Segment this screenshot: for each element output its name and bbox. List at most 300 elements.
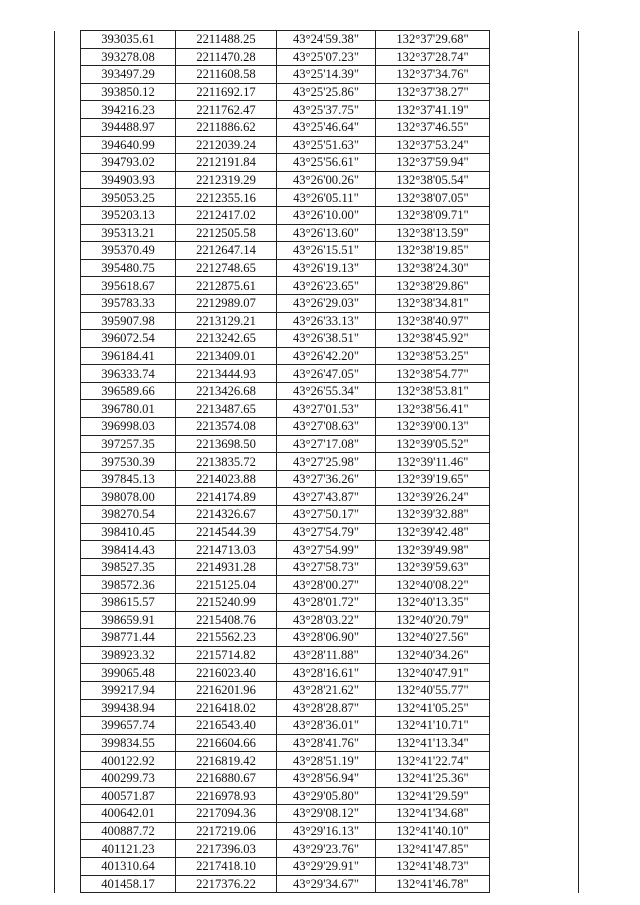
table-row bbox=[55, 594, 579, 612]
y-coordinate-cell: 2211608.58 bbox=[176, 66, 277, 84]
longitude-cell: 132°39'00.13" bbox=[376, 418, 490, 436]
blank-left-cell bbox=[55, 857, 81, 875]
x-coordinate-cell: 398615.57 bbox=[81, 594, 176, 612]
latitude-cell: 43°26'29.03" bbox=[277, 294, 376, 312]
coordinates-table bbox=[54, 30, 579, 893]
table-row bbox=[55, 66, 579, 84]
longitude-cell: 132°41'47.85" bbox=[376, 840, 490, 858]
blank-left-cell bbox=[55, 31, 81, 49]
table-row bbox=[55, 506, 579, 524]
blank-left-cell bbox=[55, 453, 81, 471]
x-coordinate-cell: 401121.23 bbox=[81, 840, 176, 858]
blank-left-cell bbox=[55, 840, 81, 858]
y-coordinate-cell: 2213409.01 bbox=[176, 347, 277, 365]
table-row bbox=[55, 822, 579, 840]
table-row bbox=[55, 664, 579, 682]
latitude-cell: 43°27'25.98" bbox=[277, 453, 376, 471]
table-row bbox=[55, 576, 579, 594]
longitude-cell: 132°39'32.88" bbox=[376, 506, 490, 524]
blank-right-cell bbox=[490, 681, 579, 699]
y-coordinate-cell: 2216418.02 bbox=[176, 699, 277, 717]
blank-left-cell bbox=[55, 822, 81, 840]
longitude-cell: 132°38'53.81" bbox=[376, 382, 490, 400]
y-coordinate-cell: 2216978.93 bbox=[176, 787, 277, 805]
latitude-cell: 43°27'43.87" bbox=[277, 488, 376, 506]
y-coordinate-cell: 2214023.88 bbox=[176, 470, 277, 488]
y-coordinate-cell: 2215562.23 bbox=[176, 629, 277, 647]
x-coordinate-cell: 395203.13 bbox=[81, 206, 176, 224]
y-coordinate-cell: 2212875.61 bbox=[176, 277, 277, 295]
x-coordinate-cell: 395370.49 bbox=[81, 242, 176, 260]
blank-right-cell bbox=[490, 136, 579, 154]
table-row bbox=[55, 470, 579, 488]
latitude-cell: 43°26'42.20" bbox=[277, 347, 376, 365]
latitude-cell: 43°28'21.62" bbox=[277, 681, 376, 699]
y-coordinate-cell: 2211692.17 bbox=[176, 83, 277, 101]
table-row bbox=[55, 699, 579, 717]
blank-right-cell bbox=[490, 171, 579, 189]
longitude-cell: 132°41'40.10" bbox=[376, 822, 490, 840]
x-coordinate-cell: 400887.72 bbox=[81, 822, 176, 840]
blank-left-cell bbox=[55, 189, 81, 207]
latitude-cell: 43°27'08.63" bbox=[277, 418, 376, 436]
latitude-cell: 43°27'54.79" bbox=[277, 523, 376, 541]
x-coordinate-cell: 394640.99 bbox=[81, 136, 176, 154]
blank-left-cell bbox=[55, 154, 81, 172]
longitude-cell: 132°37'34.76" bbox=[376, 66, 490, 84]
longitude-cell: 132°38'45.92" bbox=[376, 330, 490, 348]
blank-left-cell bbox=[55, 787, 81, 805]
x-coordinate-cell: 399438.94 bbox=[81, 699, 176, 717]
y-coordinate-cell: 2213129.21 bbox=[176, 312, 277, 330]
longitude-cell: 132°41'46.78" bbox=[376, 875, 490, 893]
y-coordinate-cell: 2212989.07 bbox=[176, 294, 277, 312]
x-coordinate-cell: 398078.00 bbox=[81, 488, 176, 506]
y-coordinate-cell: 2212319.29 bbox=[176, 171, 277, 189]
blank-left-cell bbox=[55, 224, 81, 242]
longitude-cell: 132°37'29.68" bbox=[376, 31, 490, 49]
latitude-cell: 43°28'00.27" bbox=[277, 576, 376, 594]
longitude-cell: 132°41'05.25" bbox=[376, 699, 490, 717]
table-row bbox=[55, 523, 579, 541]
blank-left-cell bbox=[55, 594, 81, 612]
table-row bbox=[55, 347, 579, 365]
latitude-cell: 43°28'51.19" bbox=[277, 752, 376, 770]
y-coordinate-cell: 2216543.40 bbox=[176, 717, 277, 735]
table-row bbox=[55, 330, 579, 348]
y-coordinate-cell: 2217418.10 bbox=[176, 857, 277, 875]
latitude-cell: 43°28'16.61" bbox=[277, 664, 376, 682]
x-coordinate-cell: 399657.74 bbox=[81, 717, 176, 735]
blank-left-cell bbox=[55, 734, 81, 752]
longitude-cell: 132°39'26.24" bbox=[376, 488, 490, 506]
table-row bbox=[55, 171, 579, 189]
blank-left-cell bbox=[55, 400, 81, 418]
blank-left-cell bbox=[55, 506, 81, 524]
x-coordinate-cell: 398771.44 bbox=[81, 629, 176, 647]
blank-left-cell bbox=[55, 259, 81, 277]
blank-left-cell bbox=[55, 330, 81, 348]
x-coordinate-cell: 398923.32 bbox=[81, 646, 176, 664]
blank-right-cell bbox=[490, 312, 579, 330]
latitude-cell: 43°27'58.73" bbox=[277, 558, 376, 576]
blank-right-cell bbox=[490, 594, 579, 612]
latitude-cell: 43°28'28.87" bbox=[277, 699, 376, 717]
blank-right-cell bbox=[490, 259, 579, 277]
y-coordinate-cell: 2213835.72 bbox=[176, 453, 277, 471]
blank-right-cell bbox=[490, 435, 579, 453]
y-coordinate-cell: 2214931.28 bbox=[176, 558, 277, 576]
latitude-cell: 43°26'00.26" bbox=[277, 171, 376, 189]
y-coordinate-cell: 2213698.50 bbox=[176, 435, 277, 453]
x-coordinate-cell: 398527.35 bbox=[81, 558, 176, 576]
x-coordinate-cell: 399217.94 bbox=[81, 681, 176, 699]
table-row bbox=[55, 312, 579, 330]
blank-left-cell bbox=[55, 365, 81, 383]
y-coordinate-cell: 2215240.99 bbox=[176, 594, 277, 612]
table-row bbox=[55, 365, 579, 383]
y-coordinate-cell: 2217094.36 bbox=[176, 805, 277, 823]
blank-right-cell bbox=[490, 506, 579, 524]
y-coordinate-cell: 2212039.24 bbox=[176, 136, 277, 154]
table-row bbox=[55, 259, 579, 277]
blank-right-cell bbox=[490, 488, 579, 506]
blank-left-cell bbox=[55, 629, 81, 647]
latitude-cell: 43°28'36.01" bbox=[277, 717, 376, 735]
longitude-cell: 132°41'48.73" bbox=[376, 857, 490, 875]
table-row bbox=[55, 453, 579, 471]
x-coordinate-cell: 395313.21 bbox=[81, 224, 176, 242]
y-coordinate-cell: 2213242.65 bbox=[176, 330, 277, 348]
latitude-cell: 43°27'17.08" bbox=[277, 435, 376, 453]
blank-left-cell bbox=[55, 118, 81, 136]
blank-right-cell bbox=[490, 453, 579, 471]
latitude-cell: 43°28'11.88" bbox=[277, 646, 376, 664]
table-row bbox=[55, 840, 579, 858]
blank-left-cell bbox=[55, 312, 81, 330]
latitude-cell: 43°27'50.17" bbox=[277, 506, 376, 524]
y-coordinate-cell: 2216023.40 bbox=[176, 664, 277, 682]
y-coordinate-cell: 2212647.14 bbox=[176, 242, 277, 260]
blank-right-cell bbox=[490, 400, 579, 418]
coordinates-table-body bbox=[55, 31, 579, 893]
latitude-cell: 43°26'33.13" bbox=[277, 312, 376, 330]
latitude-cell: 43°28'56.94" bbox=[277, 769, 376, 787]
blank-left-cell bbox=[55, 470, 81, 488]
x-coordinate-cell: 393035.61 bbox=[81, 31, 176, 49]
x-coordinate-cell: 394488.97 bbox=[81, 118, 176, 136]
blank-right-cell bbox=[490, 541, 579, 559]
blank-right-cell bbox=[490, 31, 579, 49]
x-coordinate-cell: 395480.75 bbox=[81, 259, 176, 277]
blank-right-cell bbox=[490, 277, 579, 295]
blank-left-cell bbox=[55, 681, 81, 699]
table-row bbox=[55, 857, 579, 875]
latitude-cell: 43°25'37.75" bbox=[277, 101, 376, 119]
blank-left-cell bbox=[55, 769, 81, 787]
blank-right-cell bbox=[490, 840, 579, 858]
latitude-cell: 43°29'08.12" bbox=[277, 805, 376, 823]
blank-right-cell bbox=[490, 805, 579, 823]
table-row bbox=[55, 48, 579, 66]
longitude-cell: 132°41'13.34" bbox=[376, 734, 490, 752]
table-row bbox=[55, 294, 579, 312]
x-coordinate-cell: 393497.29 bbox=[81, 66, 176, 84]
blank-right-cell bbox=[490, 206, 579, 224]
latitude-cell: 43°27'54.99" bbox=[277, 541, 376, 559]
y-coordinate-cell: 2212355.16 bbox=[176, 189, 277, 207]
table-row bbox=[55, 611, 579, 629]
table-row bbox=[55, 418, 579, 436]
y-coordinate-cell: 2216604.66 bbox=[176, 734, 277, 752]
x-coordinate-cell: 397530.39 bbox=[81, 453, 176, 471]
table-row bbox=[55, 400, 579, 418]
latitude-cell: 43°25'07.23" bbox=[277, 48, 376, 66]
blank-right-cell bbox=[490, 118, 579, 136]
blank-left-cell bbox=[55, 576, 81, 594]
latitude-cell: 43°29'16.13" bbox=[277, 822, 376, 840]
x-coordinate-cell: 396072.54 bbox=[81, 330, 176, 348]
x-coordinate-cell: 396333.74 bbox=[81, 365, 176, 383]
y-coordinate-cell: 2213487.65 bbox=[176, 400, 277, 418]
table-row bbox=[55, 277, 579, 295]
longitude-cell: 132°37'53.24" bbox=[376, 136, 490, 154]
x-coordinate-cell: 398410.45 bbox=[81, 523, 176, 541]
x-coordinate-cell: 394216.23 bbox=[81, 101, 176, 119]
table-row bbox=[55, 83, 579, 101]
longitude-cell: 132°38'40.97" bbox=[376, 312, 490, 330]
longitude-cell: 132°41'25.36" bbox=[376, 769, 490, 787]
y-coordinate-cell: 2211488.25 bbox=[176, 31, 277, 49]
latitude-cell: 43°27'36.26" bbox=[277, 470, 376, 488]
blank-right-cell bbox=[490, 576, 579, 594]
blank-left-cell bbox=[55, 523, 81, 541]
x-coordinate-cell: 393850.12 bbox=[81, 83, 176, 101]
x-coordinate-cell: 400122.92 bbox=[81, 752, 176, 770]
x-coordinate-cell: 398414.43 bbox=[81, 541, 176, 559]
y-coordinate-cell: 2211762.47 bbox=[176, 101, 277, 119]
blank-right-cell bbox=[490, 224, 579, 242]
blank-left-cell bbox=[55, 435, 81, 453]
latitude-cell: 43°28'03.22" bbox=[277, 611, 376, 629]
x-coordinate-cell: 397257.35 bbox=[81, 435, 176, 453]
longitude-cell: 132°38'13.59" bbox=[376, 224, 490, 242]
blank-right-cell bbox=[490, 294, 579, 312]
longitude-cell: 132°37'41.19" bbox=[376, 101, 490, 119]
blank-right-cell bbox=[490, 646, 579, 664]
longitude-cell: 132°41'10.71" bbox=[376, 717, 490, 735]
table-row bbox=[55, 136, 579, 154]
longitude-cell: 132°38'29.86" bbox=[376, 277, 490, 295]
y-coordinate-cell: 2212748.65 bbox=[176, 259, 277, 277]
table-row bbox=[55, 206, 579, 224]
longitude-cell: 132°40'47.91" bbox=[376, 664, 490, 682]
longitude-cell: 132°39'05.52" bbox=[376, 435, 490, 453]
blank-right-cell bbox=[490, 382, 579, 400]
longitude-cell: 132°38'56.41" bbox=[376, 400, 490, 418]
blank-left-cell bbox=[55, 83, 81, 101]
x-coordinate-cell: 398659.91 bbox=[81, 611, 176, 629]
x-coordinate-cell: 397845.13 bbox=[81, 470, 176, 488]
y-coordinate-cell: 2217376.22 bbox=[176, 875, 277, 893]
latitude-cell: 43°26'55.34" bbox=[277, 382, 376, 400]
table-row bbox=[55, 31, 579, 49]
x-coordinate-cell: 395618.67 bbox=[81, 277, 176, 295]
blank-left-cell bbox=[55, 541, 81, 559]
y-coordinate-cell: 2212191.84 bbox=[176, 154, 277, 172]
table-row bbox=[55, 681, 579, 699]
blank-right-cell bbox=[490, 787, 579, 805]
table-row bbox=[55, 224, 579, 242]
latitude-cell: 43°28'41.76" bbox=[277, 734, 376, 752]
longitude-cell: 132°40'27.56" bbox=[376, 629, 490, 647]
blank-right-cell bbox=[490, 875, 579, 893]
blank-left-cell bbox=[55, 646, 81, 664]
longitude-cell: 132°37'28.74" bbox=[376, 48, 490, 66]
latitude-cell: 43°25'25.86" bbox=[277, 83, 376, 101]
y-coordinate-cell: 2216819.42 bbox=[176, 752, 277, 770]
blank-left-cell bbox=[55, 101, 81, 119]
table-row bbox=[55, 805, 579, 823]
latitude-cell: 43°26'38.51" bbox=[277, 330, 376, 348]
latitude-cell: 43°26'05.11" bbox=[277, 189, 376, 207]
table-row bbox=[55, 734, 579, 752]
x-coordinate-cell: 396184.41 bbox=[81, 347, 176, 365]
blank-left-cell bbox=[55, 48, 81, 66]
blank-right-cell bbox=[490, 629, 579, 647]
blank-left-cell bbox=[55, 752, 81, 770]
longitude-cell: 132°38'53.25" bbox=[376, 347, 490, 365]
blank-left-cell bbox=[55, 664, 81, 682]
blank-right-cell bbox=[490, 699, 579, 717]
longitude-cell: 132°39'19.65" bbox=[376, 470, 490, 488]
blank-right-cell bbox=[490, 470, 579, 488]
y-coordinate-cell: 2216880.67 bbox=[176, 769, 277, 787]
longitude-cell: 132°39'49.98" bbox=[376, 541, 490, 559]
latitude-cell: 43°25'56.61" bbox=[277, 154, 376, 172]
y-coordinate-cell: 2217396.03 bbox=[176, 840, 277, 858]
blank-right-cell bbox=[490, 769, 579, 787]
blank-left-cell bbox=[55, 805, 81, 823]
x-coordinate-cell: 400299.73 bbox=[81, 769, 176, 787]
latitude-cell: 43°25'46.64" bbox=[277, 118, 376, 136]
longitude-cell: 132°38'07.05" bbox=[376, 189, 490, 207]
latitude-cell: 43°29'23.76" bbox=[277, 840, 376, 858]
blank-left-cell bbox=[55, 699, 81, 717]
longitude-cell: 132°41'29.59" bbox=[376, 787, 490, 805]
y-coordinate-cell: 2213426.68 bbox=[176, 382, 277, 400]
table-row bbox=[55, 242, 579, 260]
y-coordinate-cell: 2215714.82 bbox=[176, 646, 277, 664]
longitude-cell: 132°39'42.48" bbox=[376, 523, 490, 541]
table-row bbox=[55, 488, 579, 506]
x-coordinate-cell: 399065.48 bbox=[81, 664, 176, 682]
blank-right-cell bbox=[490, 752, 579, 770]
blank-left-cell bbox=[55, 347, 81, 365]
table-row bbox=[55, 189, 579, 207]
y-coordinate-cell: 2213574.08 bbox=[176, 418, 277, 436]
blank-right-cell bbox=[490, 822, 579, 840]
x-coordinate-cell: 394903.93 bbox=[81, 171, 176, 189]
table-row bbox=[55, 717, 579, 735]
blank-right-cell bbox=[490, 523, 579, 541]
blank-right-cell bbox=[490, 83, 579, 101]
table-row bbox=[55, 646, 579, 664]
blank-left-cell bbox=[55, 382, 81, 400]
blank-left-cell bbox=[55, 418, 81, 436]
latitude-cell: 43°28'01.72" bbox=[277, 594, 376, 612]
table-row bbox=[55, 752, 579, 770]
latitude-cell: 43°26'10.00" bbox=[277, 206, 376, 224]
x-coordinate-cell: 396780.01 bbox=[81, 400, 176, 418]
blank-left-cell bbox=[55, 717, 81, 735]
longitude-cell: 132°37'38.27" bbox=[376, 83, 490, 101]
blank-right-cell bbox=[490, 154, 579, 172]
blank-right-cell bbox=[490, 857, 579, 875]
longitude-cell: 132°38'19.85" bbox=[376, 242, 490, 260]
blank-right-cell bbox=[490, 717, 579, 735]
x-coordinate-cell: 398572.36 bbox=[81, 576, 176, 594]
x-coordinate-cell: 401310.64 bbox=[81, 857, 176, 875]
latitude-cell: 43°29'34.67" bbox=[277, 875, 376, 893]
blank-left-cell bbox=[55, 611, 81, 629]
longitude-cell: 132°38'09.71" bbox=[376, 206, 490, 224]
longitude-cell: 132°40'55.77" bbox=[376, 681, 490, 699]
longitude-cell: 132°38'24.30" bbox=[376, 259, 490, 277]
y-coordinate-cell: 2215408.76 bbox=[176, 611, 277, 629]
y-coordinate-cell: 2213444.93 bbox=[176, 365, 277, 383]
latitude-cell: 43°24'59.38" bbox=[277, 31, 376, 49]
x-coordinate-cell: 395907.98 bbox=[81, 312, 176, 330]
longitude-cell: 132°40'08.22" bbox=[376, 576, 490, 594]
table-row bbox=[55, 769, 579, 787]
table-row bbox=[55, 875, 579, 893]
blank-right-cell bbox=[490, 66, 579, 84]
latitude-cell: 43°28'06.90" bbox=[277, 629, 376, 647]
latitude-cell: 43°29'05.80" bbox=[277, 787, 376, 805]
table-row bbox=[55, 629, 579, 647]
x-coordinate-cell: 400642.01 bbox=[81, 805, 176, 823]
blank-right-cell bbox=[490, 418, 579, 436]
x-coordinate-cell: 396998.03 bbox=[81, 418, 176, 436]
blank-left-cell bbox=[55, 488, 81, 506]
latitude-cell: 43°26'23.65" bbox=[277, 277, 376, 295]
blank-right-cell bbox=[490, 242, 579, 260]
longitude-cell: 132°37'46.55" bbox=[376, 118, 490, 136]
x-coordinate-cell: 395053.25 bbox=[81, 189, 176, 207]
longitude-cell: 132°40'13.35" bbox=[376, 594, 490, 612]
latitude-cell: 43°29'29.91" bbox=[277, 857, 376, 875]
latitude-cell: 43°26'19.13" bbox=[277, 259, 376, 277]
latitude-cell: 43°27'01.53" bbox=[277, 400, 376, 418]
blank-right-cell bbox=[490, 189, 579, 207]
table-row bbox=[55, 541, 579, 559]
longitude-cell: 132°40'34.26" bbox=[376, 646, 490, 664]
x-coordinate-cell: 400571.87 bbox=[81, 787, 176, 805]
table-row bbox=[55, 101, 579, 119]
longitude-cell: 132°38'34.81" bbox=[376, 294, 490, 312]
blank-left-cell bbox=[55, 875, 81, 893]
table-row bbox=[55, 558, 579, 576]
blank-left-cell bbox=[55, 242, 81, 260]
y-coordinate-cell: 2214326.67 bbox=[176, 506, 277, 524]
blank-left-cell bbox=[55, 66, 81, 84]
table-row bbox=[55, 154, 579, 172]
y-coordinate-cell: 2211886.62 bbox=[176, 118, 277, 136]
blank-left-cell bbox=[55, 206, 81, 224]
blank-right-cell bbox=[490, 664, 579, 682]
blank-left-cell bbox=[55, 136, 81, 154]
